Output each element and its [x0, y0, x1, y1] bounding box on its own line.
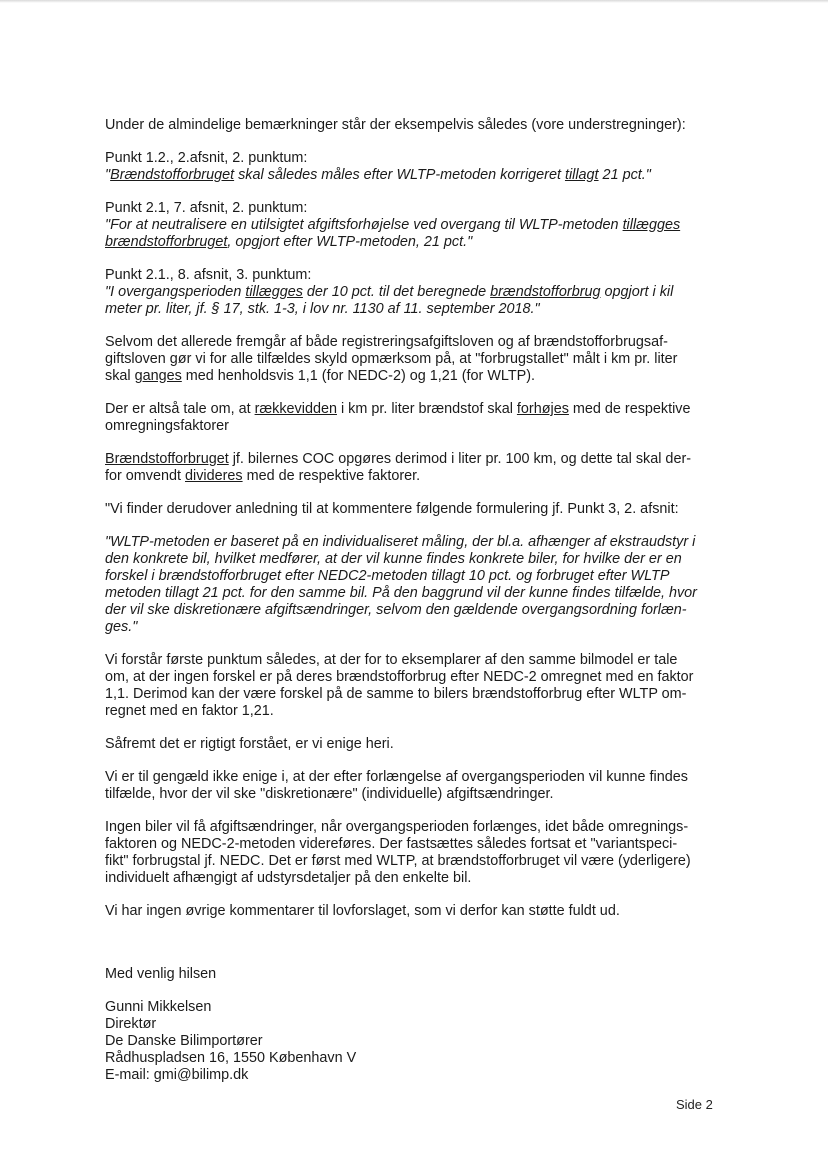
page-top-edge: [0, 0, 828, 3]
text-line: [105, 451, 717, 468]
signer-title: Direktør: [105, 1016, 157, 1032]
quote-line: metoden tillagt 21 pct. for den samme bil. På den baggrund vil der kunne findes tilfælde, hvor: [105, 585, 697, 601]
page-number: Side 2: [676, 1097, 713, 1112]
text-line: [105, 368, 717, 385]
quote-text-part: , opgjort efter WLTP-metoden, 21 pct.": [227, 234, 473, 250]
text-part: med de respektive faktorer.: [242, 468, 421, 484]
underlined-term: brændstofforbrug: [490, 284, 601, 300]
paragraph-selvom: [105, 334, 717, 385]
paragraph-rækkevidde: [105, 401, 717, 435]
text-line: individuelt afhængigt af udstyrsdetaljer på den enkelte bil.: [105, 870, 472, 886]
quote-text-part: 21 pct.": [598, 167, 651, 183]
text-part: Der er altså tale om, at: [105, 401, 255, 417]
text-part: med henholdsvis 1,1 (for NEDC-2) og 1,21 (for WLTP).: [181, 368, 536, 384]
text-line: Vi er til gengæld ikke enige i, at der efter forlængelse af overgangsperioden vil kunne findes: [105, 769, 688, 785]
quote-text: [105, 167, 717, 184]
quote-text: [105, 284, 717, 301]
quote-text-part: opgjort i kil: [600, 284, 674, 300]
underlined-term: brændstofforbruget: [105, 234, 228, 250]
signer-email: E-mail: gmi@bilimp.dk: [105, 1067, 249, 1083]
paragraph-finder: "Vi finder derudover anledning til at kommentere følgende formulering jf. Punkt 3, 2. afsnit:: [105, 501, 679, 517]
quote-line: "WLTP-metoden er baseret på en individualiseret måling, der bl.a. afhænger af ekstraudstyr i: [105, 534, 696, 550]
text-line: tilfælde, hvor der vil ske "diskretionære" (individuelle) afgiftsændringer.: [105, 786, 554, 802]
text-line: giftsloven gør vi for alle tilfældes skyld opmærksom på, at "forbrugstallet" målt i km pr. liter: [105, 351, 678, 367]
quote-reference: Punkt 2.1., 8. afsnit, 3. punktum:: [105, 267, 312, 283]
underlined-term: tillægges: [622, 217, 681, 233]
quote-text: [105, 217, 717, 234]
quote-line: der vil ske diskretionære afgiftsændringer, selvom den gældende overgangsordning forlæn-: [105, 602, 687, 618]
paragraph-gengaeld: [105, 769, 717, 803]
text-line: omregningsfaktorer: [105, 418, 229, 434]
signer-address: Rådhuspladsen 16, 1550 København V: [105, 1050, 357, 1066]
text-line: [105, 401, 717, 418]
underlined-term: Brændstofforbruget: [110, 167, 235, 183]
signer-name: Gunni Mikkelsen: [105, 999, 212, 1015]
quote-text-part: ": [105, 167, 111, 183]
paragraph-saafremt: Såfremt det er rigtigt forstået, er vi enige heri.: [105, 736, 394, 752]
letter-body: [105, 117, 717, 1084]
quote-line: ges.": [105, 619, 138, 635]
quote-punkt-3: [105, 534, 717, 636]
quote-punkt-1-2: [105, 150, 717, 184]
quote-text-part: "I overgangsperioden: [105, 284, 246, 300]
quote-reference: Punkt 2.1, 7. afsnit, 2. punktum:: [105, 200, 308, 216]
underlined-term: divideres: [185, 468, 243, 484]
text-part: jf. bilernes COC opgøres derimod i liter pr. 100 km, og dette tal skal der-: [228, 451, 692, 467]
quote-text: meter pr. liter, jf. § 17, stk. 1-3, i lov nr. 1130 af 11. september 2018.": [105, 301, 540, 317]
text-line: [105, 468, 717, 485]
paragraph-coc: [105, 451, 717, 485]
signature-block: [105, 999, 717, 1084]
quote-line: forskel i brændstofforbruget efter NEDC2-metoden tillagt 10 pct. og forbruget efter WLTP: [105, 568, 670, 584]
text-part: skal: [105, 368, 135, 384]
text-line: Vi forstår første punktum således, at der for to eksemplarer af den samme bilmodel er tale: [105, 652, 678, 668]
text-line: Ingen biler vil få afgiftsændringer, når overgangsperioden forlænges, idet både omregnings-: [105, 819, 689, 835]
paragraph-forstaar: [105, 652, 717, 720]
quote-punkt-2-1-a: [105, 200, 717, 251]
quote-text-part: "For at neutralisere en utilsigtet afgiftsforhøjelse ved overgang til WLTP-metoden: [105, 217, 623, 233]
text-part: for omvendt: [105, 468, 185, 484]
underlined-term: ganges: [134, 368, 182, 384]
text-line: regnet med en faktor 1,21.: [105, 703, 274, 719]
signer-organization: De Danske Bilimportører: [105, 1033, 263, 1049]
underlined-term: tillægges: [245, 284, 303, 300]
text-line: fikt" forbrugstal jf. NEDC. Det er først med WLTP, at brændstofforbruget vil være (yderligere): [105, 853, 691, 869]
quote-punkt-2-1-b: [105, 267, 717, 318]
intro-paragraph: Under de almindelige bemærkninger står der eksempelvis således (vore understregninger):: [105, 117, 686, 133]
underlined-term: forhøjes: [516, 401, 569, 417]
underlined-term: rækkevidden: [254, 401, 337, 417]
quote-text-part: der 10 pct. til det beregnede: [302, 284, 491, 300]
paragraph-ingen: [105, 819, 717, 887]
quote-text-part: skal således måles efter WLTP-metoden korrigeret: [234, 167, 565, 183]
text-part: i km pr. liter brændstof skal: [336, 401, 517, 417]
quote-reference: Punkt 1.2., 2.afsnit, 2. punktum:: [105, 150, 308, 166]
spacer: [105, 936, 717, 966]
text-line: Selvom det allerede fremgår af både registreringsafgiftsloven og af brændstofforbrugsaf-: [105, 334, 668, 350]
underlined-term: tillagt: [564, 167, 599, 183]
text-line: 1,1. Derimod kan der være forskel på de samme to bilers brændstofforbrug efter WLTP om-: [105, 686, 687, 702]
underlined-term: Brændstofforbruget: [105, 451, 229, 467]
text-part: med de respektive: [568, 401, 691, 417]
paragraph-oevrige: Vi har ingen øvrige kommentarer til lovforslaget, som vi derfor kan støtte fuldt ud.: [105, 903, 620, 919]
quote-text: [105, 234, 717, 251]
text-line: faktoren og NEDC-2-metoden videreføres. Der fastsættes således fortsat et "variantspeci-: [105, 836, 678, 852]
text-line: om, at der ingen forskel er på deres brændstofforbrug efter NEDC-2 omregnet med en faktor: [105, 669, 694, 685]
closing-salutation: Med venlig hilsen: [105, 966, 217, 982]
quote-line: den konkrete bil, hvilket medfører, at der vil kunne findes konkrete biler, for hvilke der er en: [105, 551, 682, 567]
